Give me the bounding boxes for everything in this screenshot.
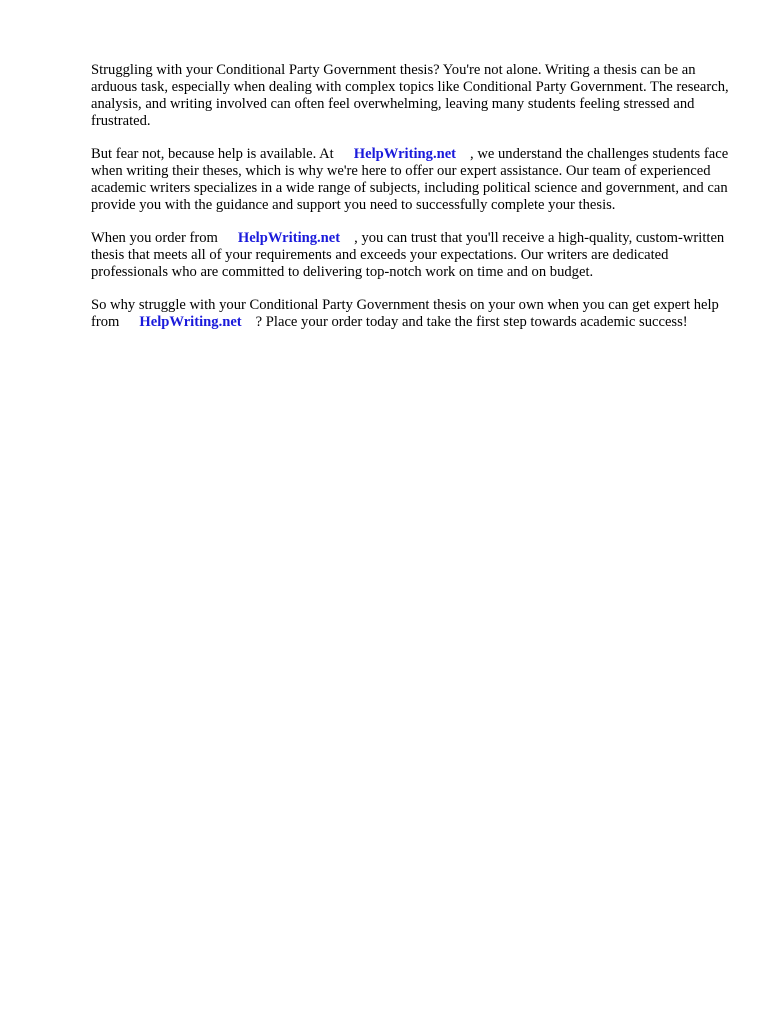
- helpwriting-link[interactable]: HelpWriting.net: [353, 146, 457, 162]
- document-body: [91, 62, 731, 347]
- paragraph-text-after-link: , you can trust that you'll receive a high-quality, custom-written thesis that meets all of your requirements and exceeds your expectations. Our writers are dedicated professionals who are committed to delivering top-notch work on time and on budget.: [91, 230, 725, 280]
- paragraph-help-available: [91, 146, 731, 214]
- paragraph-text-after-link: ? Place your order today and take the first step towards academic success!: [255, 314, 688, 330]
- paragraph-call-to-action: [91, 297, 731, 331]
- helpwriting-link[interactable]: HelpWriting.net: [237, 230, 341, 246]
- helpwriting-link[interactable]: HelpWriting.net: [139, 314, 242, 330]
- paragraph-text-before-link: But fear not, because help is available. At: [91, 146, 334, 162]
- paragraph-text-after-link: , we understand the challenges students face when writing their theses, which is why we're here to offer our expert assistance. Our team of experienced academic writers specializes in a wide range of subjects, including political science and government, and can provide you with the guidance and support you need to successfully complete your thesis.: [91, 146, 729, 213]
- paragraph-text-before-link: So why struggle with your Conditional Party Government thesis on your own when you can get expert help from: [91, 297, 719, 330]
- paragraph-intro: Struggling with your Conditional Party Government thesis? You're not alone. Writing a thesis can be an arduous task, especially when dealing with complex topics like Conditional Party Government. The research, analysis, and writing involved can often feel overwhelming, leaving many students feeling stressed and frustrated.: [91, 62, 729, 129]
- paragraph-order: [91, 230, 731, 281]
- paragraph-text-before-link: When you order from: [91, 230, 218, 246]
